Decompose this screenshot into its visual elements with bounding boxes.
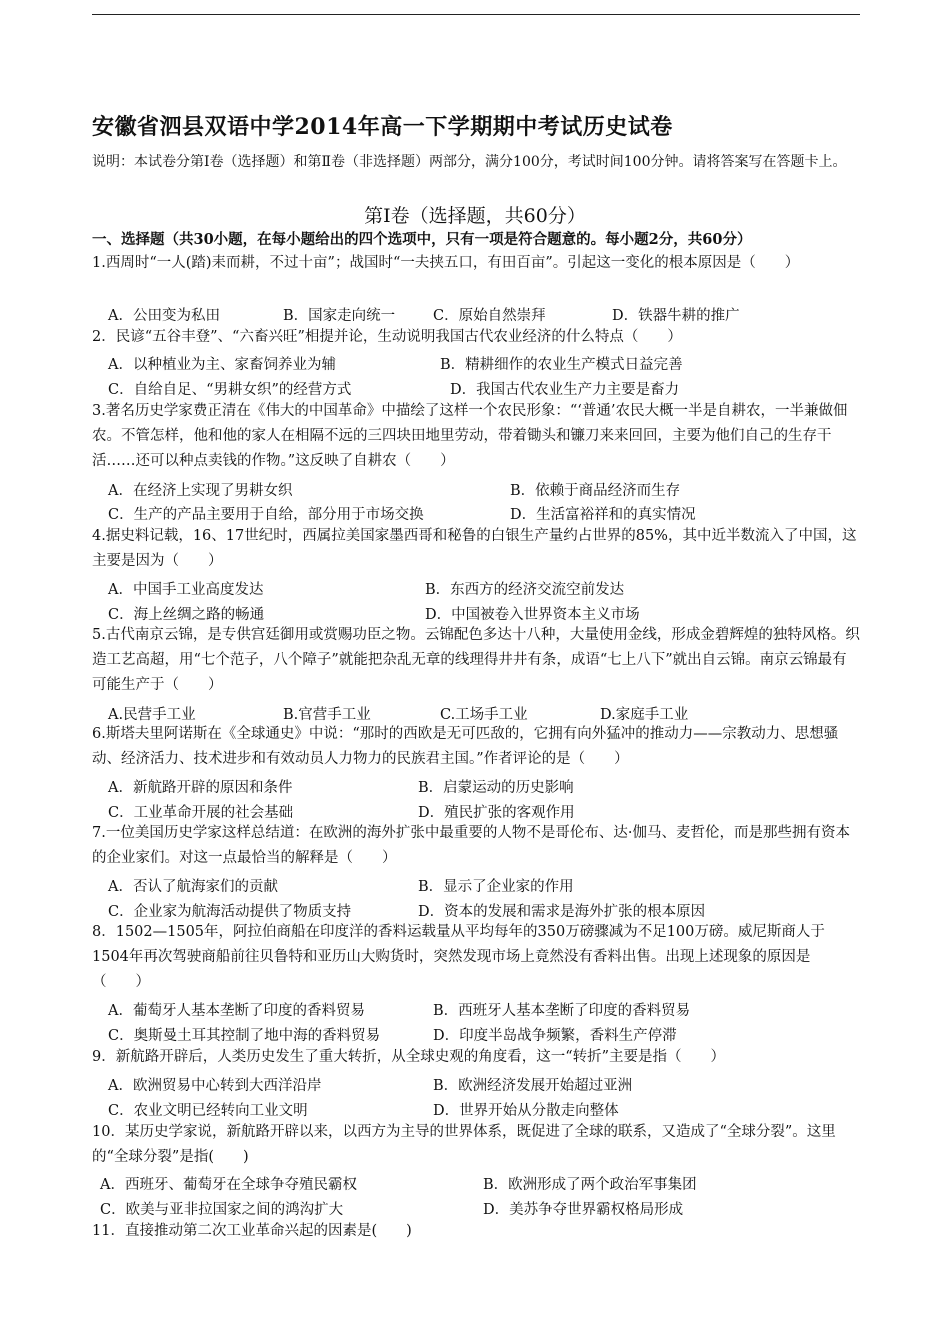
q5-option-c: C.工场手工业 <box>440 707 528 723</box>
q7-option-d: D．资本的发展和需求是海外扩张的根本原因 <box>418 904 706 920</box>
q3-option-a: A．在经济上实现了男耕女织 <box>108 483 293 499</box>
q5-option-d: D.家庭手工业 <box>600 707 689 723</box>
q10-option-c: C．欧美与亚非拉国家之间的鸿沟扩大 <box>100 1202 344 1218</box>
q2-option-c: C．自给自足、“男耕女织”的经营方式 <box>108 382 352 398</box>
question-3: 3.著名历史学家费正清在《伟大的中国革命》中描绘了这样一个农民形象：“‘普通’农民大概一半是自耕农，一半兼做佃农。不管怎样，他和他的家人在相隔不远的三四块田地里劳动，带着锄头和镰刀来来回回，主要为他们自己的生存干活……还可以种点卖钱的作物。”这反映了自耕农（ ） <box>92 403 848 469</box>
q7-option-b: B．显示了企业家的作用 <box>418 879 574 895</box>
q2-option-a: A．以种植业为主、家畜饲养业为辅 <box>108 357 336 373</box>
exam-title: 安徽省泗县双语中学2014年高一下学期期中考试历史试卷 <box>92 114 673 140</box>
question-6: 6.斯塔夫里阿诺斯在《全球通史》中说：“那时的西欧是无可匹敌的，它拥有向外猛冲的推动力——宗教动力、思想骚动、经济活力、技术进步和有效动员人力物力的民族君主国。”作者评论的是（ ） <box>92 726 839 767</box>
q7-option-c: C．企业家为航海活动提供了物质支持 <box>108 904 352 920</box>
exam-instructions: 说明：本试卷分第Ⅰ卷（选择题）和第Ⅱ卷（非选择题）两部分，满分100分，考试时间100分钟。请将答案写在答题卡上。 <box>92 154 847 170</box>
question-11: 11．直接推动第二次工业革命兴起的因素是( ) <box>92 1223 412 1239</box>
q6-option-c: C．工业革命开展的社会基础 <box>108 805 294 821</box>
q6-option-a: A．新航路开辟的原因和条件 <box>108 780 293 796</box>
q1-option-a: A．公田变为私田 <box>108 308 220 324</box>
question-10: 10．某历史学家说，新航路开辟以来，以西方为主导的世界体系，既促进了全球的联系，又造成了“全球分裂”。这里的“全球分裂”是指( ) <box>92 1124 836 1165</box>
question-4: 4.据史料记载，16、17世纪时，西属拉美国家墨西哥和秘鲁的白银生产量约占世界的85%，其中近半数流入了中国，这主要是因为（ ） <box>92 528 857 569</box>
q1-option-c: C．原始自然崇拜 <box>433 308 546 324</box>
section-header: 一、选择题（共30小题，在每小题给出的四个选项中，只有一项是符合题意的。每小题2分，共60分） <box>92 231 752 248</box>
q10-option-a: A．西班牙、葡萄牙在全球争夺殖民霸权 <box>100 1177 357 1193</box>
header-rule <box>92 14 860 15</box>
q9-option-a: A．欧洲贸易中心转到大西洋沿岸 <box>108 1078 322 1094</box>
question-1: 1.西周时“一人(踏)耒而耕，不过十亩”；战国时“一夫挟五口，有田百亩”。引起这一变化的根本原因是（ ） <box>92 255 800 271</box>
q9-option-b: B．欧洲经济发展开始超过亚洲 <box>433 1078 633 1094</box>
q3-option-c: C．生产的产品主要用于自给，部分用于市场交换 <box>108 507 424 523</box>
q9-option-c: C．农业文明已经转向工业文明 <box>108 1103 308 1119</box>
q9-option-d: D．世界开始从分散走向整体 <box>433 1103 619 1119</box>
q5-option-a: A.民营手工业 <box>108 707 196 723</box>
q8-option-b: B．西班牙人基本垄断了印度的香料贸易 <box>433 1003 691 1019</box>
q4-option-b: B．东西方的经济交流空前发达 <box>425 582 625 598</box>
q8-option-a: A．葡萄牙人基本垄断了印度的香料贸易 <box>108 1003 365 1019</box>
q1-option-b: B．国家走向统一 <box>283 308 396 324</box>
q6-option-d: D．殖民扩张的客观作用 <box>418 805 575 821</box>
question-5: 5.古代南京云锦，是专供宫廷御用或赏赐功臣之物。云锦配色多达十八种，大量使用金线，形成金碧辉煌的独特风格。织造工艺高超，用“七个范子，八个障子”就能把杂乱无章的线理得井井有条，成语“七上八下”就出自云锦。南京云锦最有可能生产于（ ） <box>92 627 860 693</box>
q8-option-c: C．奥斯曼土耳其控制了地中海的香料贸易 <box>108 1028 381 1044</box>
part-one-title: 第Ⅰ卷（选择题，共60分） <box>364 205 586 227</box>
question-8: 8．1502—1505年，阿拉伯商船在印度洋的香料运载量从平均每年的350万磅骤减为不足100万磅。威尼斯商人于1504年再次驾驶商船前往贝鲁特和亚历山大购货时，突然发现市场上竟然没有香料出售。出现上述现象的原因是（ ） <box>92 924 825 990</box>
q2-option-b: B．精耕细作的农业生产模式日益完善 <box>440 357 683 373</box>
q4-option-d: D．中国被卷入世界资本主义市场 <box>425 607 640 623</box>
q4-option-c: C．海上丝绸之路的畅通 <box>108 607 265 623</box>
q7-option-a: A．否认了航海家们的贡献 <box>108 879 278 895</box>
q10-option-b: B．欧洲形成了两个政治军事集团 <box>483 1177 697 1193</box>
q2-option-d: D．我国古代农业生产力主要是畜力 <box>450 382 680 398</box>
q1-option-d: D．铁器牛耕的推广 <box>612 308 740 324</box>
question-9: 9．新航路开辟后，人类历史发生了重大转折，从全球史观的角度看，这一“转折”主要是指（ ） <box>92 1049 726 1065</box>
question-2: 2．民谚“五谷丰登”、“六畜兴旺”相提并论，生动说明我国古代农业经济的什么特点（ ） <box>92 329 682 345</box>
q6-option-b: B．启蒙运动的历史影响 <box>418 780 574 796</box>
q3-option-b: B．依赖于商品经济而生存 <box>510 483 681 499</box>
q8-option-d: D．印度半岛战争频繁，香料生产停滞 <box>433 1028 677 1044</box>
question-7: 7.一位美国历史学家这样总结道：在欧洲的海外扩张中最重要的人物不是哥伦布、达·伽马、麦哲伦，而是那些拥有资本的企业家们。对这一点最恰当的解释是（ ） <box>92 825 850 866</box>
q3-option-d: D．生活富裕祥和的真实情况 <box>510 507 696 523</box>
q4-option-a: A．中国手工业高度发达 <box>108 582 264 598</box>
q10-option-d: D．美苏争夺世界霸权格局形成 <box>483 1202 684 1218</box>
q5-option-b: B.官营手工业 <box>283 707 371 723</box>
